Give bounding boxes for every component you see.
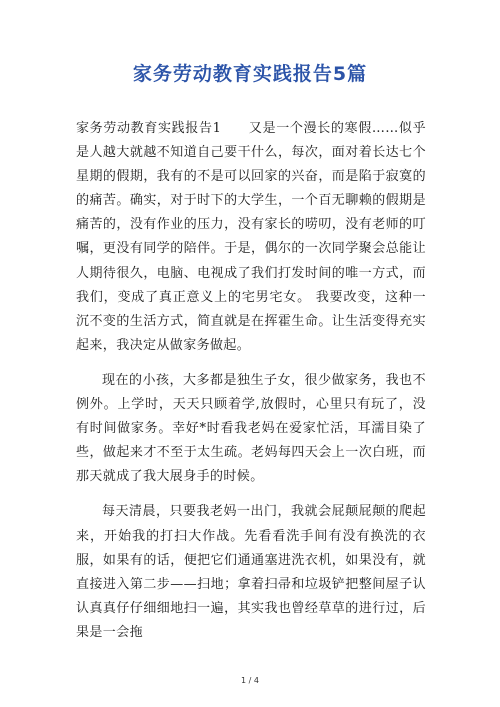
paragraph-1: 家务劳动教育实践报告1 又是一个漫长的寒假……似乎是人越大就越不知道自己要干什么，每次，面对着长达七个星期的假期，我有的不是可以回家的兴奋，而是陷于寂寞的的痛苦。确实，对于时下的大学生，一个百无聊赖的假期是痛苦的，没有作业的压力，没有家长的唠叨，没有老师的叮嘱，更没有同学的陪伴。于是，偶尔的一次同学聚会总能让人期待很久，电脑、电视成了我们打发时间的唯一方式，而我们，变成了真正意义上的宅男宅女。 我要改变，这种一沉不变的生活方式，简直就是在挥霍生命。让生活变得充实起来，我决定从做家务做起。 bbox=[76, 121, 426, 353]
paragraph-2: 现在的小孩，大多都是独生子女，很少做家务，我也不例外。上学时，天天只顾着学,放假时，心里只有玩了，没有时间做家务。幸好*时看我老妈在爱家忙活，耳濡目染了些，做起来才不至于太生疏。老妈每四天会上一次白班，而那天就成了我大展身手的时候。 bbox=[76, 372, 426, 485]
page-number: 1 / 4 bbox=[241, 676, 259, 685]
document-body bbox=[76, 117, 426, 645]
paragraph-3: 每天清晨，只要我老妈一出门，我就会屁颠屁颠的爬起来，开始我的打扫大作战。先看看洗手间有没有换洗的衣服，如果有的话，便把它们通通塞进洗衣机，如果没有，就直接进入第二步——扫地；拿着扫帚和垃圾铲把整间屋子认认真真仔仔细细地扫一遍，其实我也曾经草草的进行过，后果是一会拖 bbox=[76, 504, 426, 640]
document-title: 家务劳动教育实践报告5篇 bbox=[132, 63, 368, 85]
